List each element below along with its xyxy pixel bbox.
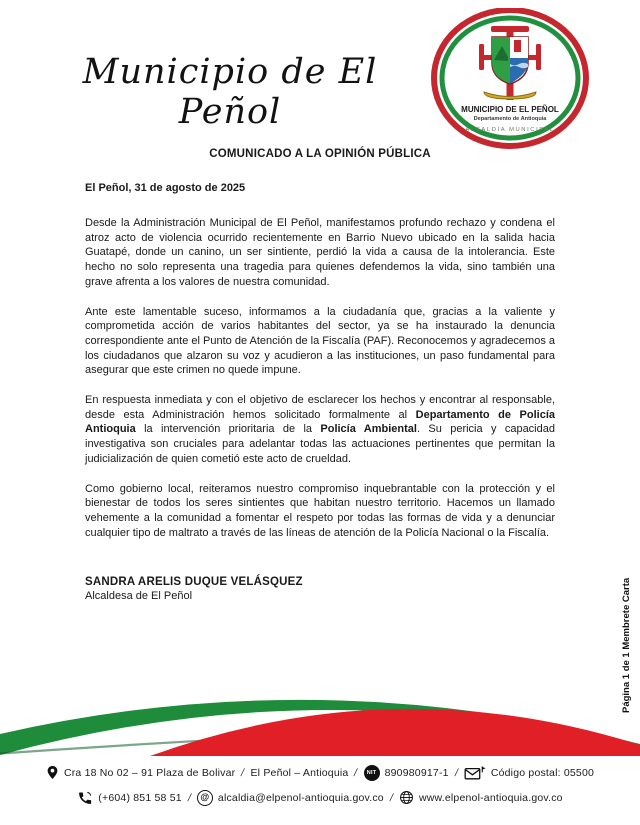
page-margin-label: Página 1 de 1 Membrete Carta <box>621 577 632 714</box>
seal-alcaldia-text: ALCALDÍA MUNICIPAL <box>465 127 555 133</box>
seal-department-text: Departamento de Antioquia <box>473 116 547 122</box>
at-email-icon: @ <box>197 790 213 806</box>
footer-email: alcaldia@elpenol-antioquia.gov.co <box>217 791 384 804</box>
location-pin-icon <box>46 765 59 780</box>
municipal-seal <box>430 8 590 150</box>
footer-line-2 <box>0 785 640 810</box>
signature-block <box>85 576 555 602</box>
paragraph-3 <box>85 393 555 467</box>
paragraph-3-mid: la intervención prioritaria de la <box>135 423 321 436</box>
document-title: COMUNICADO A LA OPINIÓN PÚBLICA <box>209 148 431 160</box>
paragraph-4: Como gobierno local, reiteramos nuestro compromiso inquebrantable con la protección y el bienestar de todos los seres sintientes que habitan nuestro territorio. Hacemos un llamado vehemente a la comunidad a fomentar el respeto por todas las formas de vida y a denunciar cualquier tipo de maltrato a través de las líneas de atención de la Policía Nacional o la Fiscalía. <box>85 482 555 539</box>
footer-wave-band <box>0 697 640 759</box>
paragraph-2: Ante este lamentable suceso, informamos a la ciudadanía que, gracias a la valiente y comprometida acción de varios habitantes del sector, ya se ha instaurado la denuncia correspondiente ante el Punto de Atención de la Fiscalía (PAF). Reconocemos y agradecemos a los ciudadanos que alzaron su voz y acudieron a las instituciones, un paso fundamental para asegurar que este crimen no quede impune. <box>85 305 556 377</box>
municipality-script-title: Municipio de El Peñol <box>82 52 378 132</box>
municipal-seal-icon <box>430 8 590 150</box>
paragraph-1: Desde la Administración Municipal de El Peñol, manifestamos profundo rechazo y condena el atroz acto de violencia ocurrido recientemente en Barrio Nuevo ubicado en la salida hacia Guatapé, donde un canino, un ser sintiente, perdió la vida a causa de la intolerancia. Este hecho no solo representa una tragedia para quienes defendemos la vida, sino también una grave afrenta a los valores de nuestra comunidad. <box>85 217 555 288</box>
footer-address: Cra 18 No 02 – 91 Plaza de Bolivar <box>63 766 236 779</box>
footer-postal: Código postal: 05500 <box>490 766 595 779</box>
footer-contact <box>0 760 640 810</box>
footer-website: www.elpenol-antioquia.gov.co <box>418 791 563 804</box>
nit-badge-icon: NIT <box>364 765 380 781</box>
footer-separator: / <box>388 791 395 804</box>
mail-icon <box>464 765 486 781</box>
footer-separator: / <box>353 766 359 779</box>
seal-name-text: MUNICIPIO DE EL PEÑOL <box>461 105 559 114</box>
footer-separator: / <box>453 766 460 779</box>
footer-red-arc <box>150 709 640 756</box>
footer-nit-value: 890980917-1 <box>384 766 449 779</box>
footer-separator: / <box>186 791 193 804</box>
footer-phone: (+604) 851 58 51 <box>98 791 182 804</box>
paragraph-3-bold-policia-antioquia: Departamento de Policía Antioquia <box>85 408 555 436</box>
footer-city: El Peñol – Antioquia <box>250 766 349 779</box>
globe-icon <box>399 790 414 805</box>
signature-name: SANDRA ARELIS DUQUE VELÁSQUEZ <box>85 576 303 589</box>
letter-body <box>85 148 555 602</box>
signature-role: Alcaldesa de El Peñol <box>85 590 193 603</box>
date-line: El Peñol, 31 de agosto de 2025 <box>85 182 246 194</box>
footer-line-1 <box>0 760 640 785</box>
footer-separator: / <box>240 766 246 779</box>
paragraph-3-bold-policia-ambiental: Policía Ambiental <box>320 423 417 436</box>
phone-icon <box>77 790 93 806</box>
paragraph-3-tail: . Su pericia y capacidad investigativa son cruciales para adelantar todas las actuaciones pertinentes que permitan la judicialización de quien cometió este acto de crueldad. <box>85 423 555 465</box>
paragraph-3-lead: En respuesta inmediata y con el objetivo de esclarecer los hechos y encontrar al responsable, desde esta Administración hemos solicitado formalmente al <box>85 394 555 421</box>
